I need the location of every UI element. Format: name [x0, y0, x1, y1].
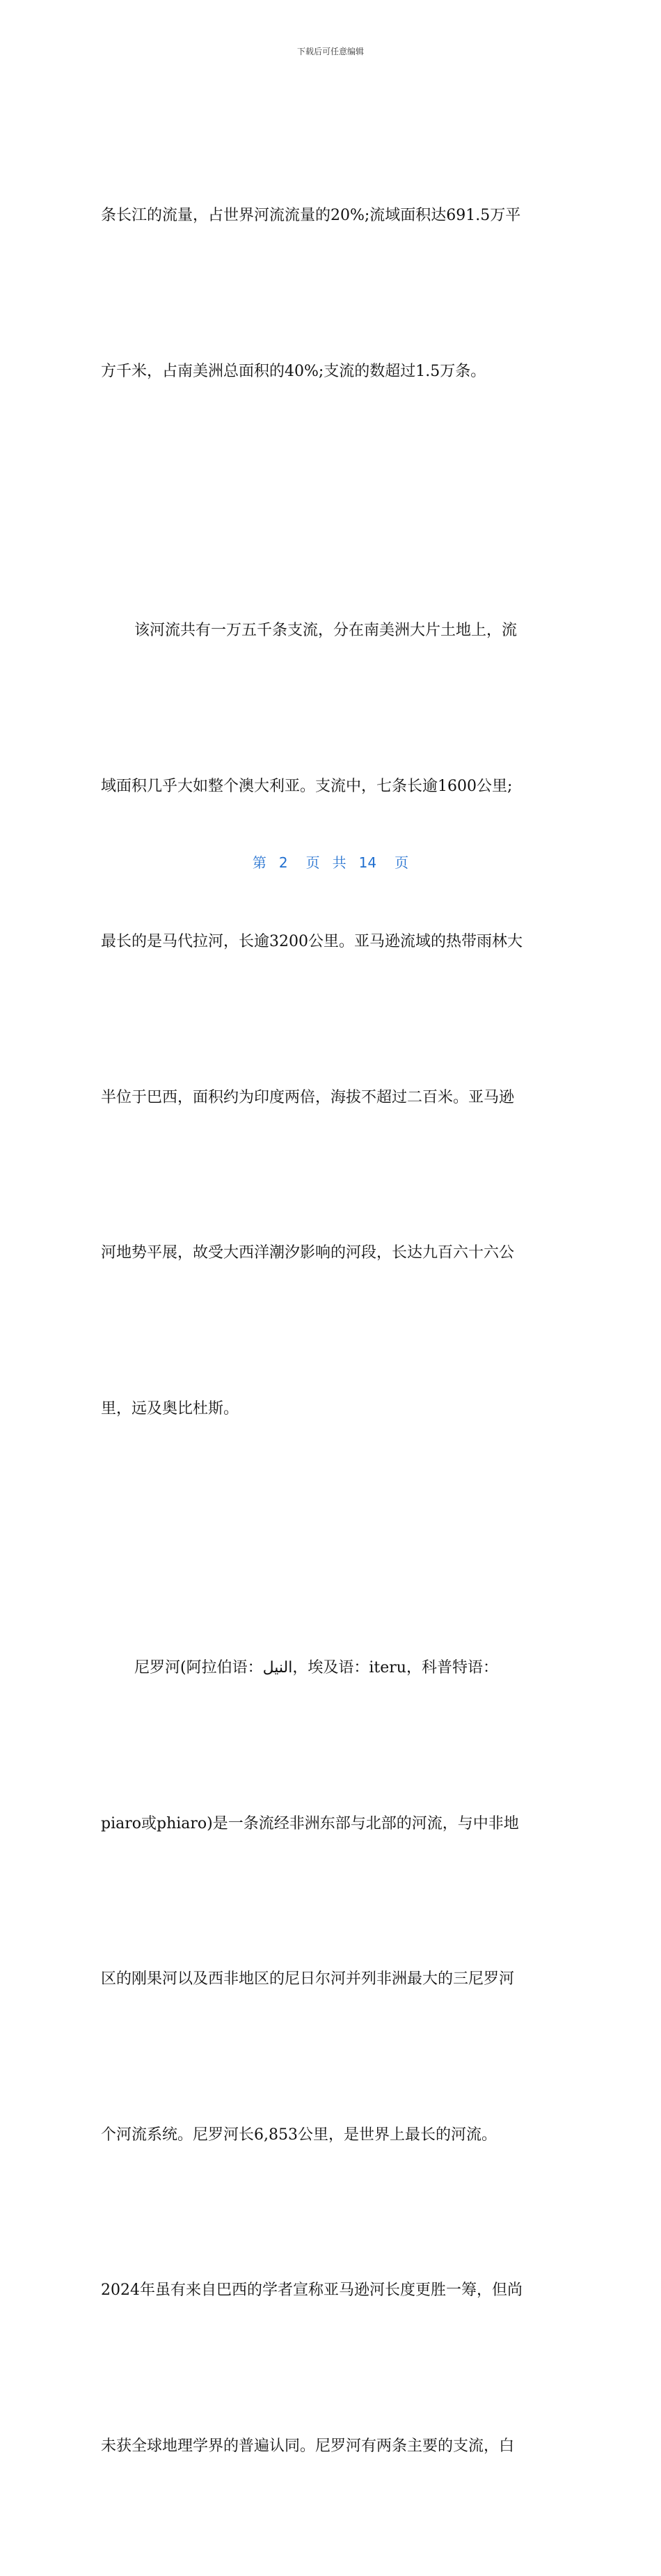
- footer-total-pages: 14: [358, 854, 377, 871]
- paragraph-line: piaro或phiaro)是一条流经非洲东部与北部的河流，与中非地: [101, 1814, 519, 1832]
- document-body: [101, 86, 560, 2576]
- paragraph-line: 2024年虽有来自巴西的学者宣称亚马逊河长度更胜一筹，但尚: [101, 2282, 523, 2299]
- footer-total-word: 共: [332, 854, 347, 871]
- footer-page-word: 第: [252, 854, 266, 871]
- page-footer: [0, 854, 661, 872]
- header-text: 下载后可任意编辑: [296, 47, 364, 56]
- paragraph-line: 条长江的流量，占世界河流流量的20%;流域面积达691.5万平: [101, 207, 521, 224]
- paragraph-line: 里，远及奥比杜斯。: [101, 1399, 239, 1417]
- paragraph-line: 未获全球地理学界的普遍认同。尼罗河有两条主要的支流，白: [101, 2437, 515, 2455]
- page-header: [0, 46, 661, 57]
- paragraph-3: [101, 1539, 560, 2576]
- paragraph-line: 方千米，占南美洲总面积的40%;支流的数超过1.5万条。: [101, 362, 486, 380]
- paragraph-line: 区的刚果河以及西非地区的尼日尔河并列非洲最大的三尼罗河: [101, 1970, 515, 1988]
- paragraph-line: 个河流系统。尼罗河长6,853公里，是世界上最长的河流。: [101, 2126, 497, 2144]
- footer-page-unit-end: 页: [395, 854, 409, 871]
- paragraph-1: [101, 86, 560, 501]
- paragraph-line: 该河流共有一万五千条支流，分在南美洲大片土地上，流: [134, 622, 518, 639]
- paragraph-2: [101, 501, 560, 1539]
- footer-current-page: 2: [278, 854, 288, 871]
- paragraph-line: 域面积几乎大如整个澳大利亚。支流中，七条长逾1600公里;: [101, 777, 513, 795]
- paragraph-line: 半位于巴西，面积约为印度两倍，海拔不超过二百米。亚马逊: [101, 1088, 515, 1106]
- footer-page-unit: 页: [305, 854, 320, 871]
- paragraph-line: 尼罗河(阿拉伯语：النيل，埃及语：iteru，科普特语：: [134, 1659, 498, 1676]
- paragraph-line: 最长的是马代拉河，长逾3200公里。亚马逊流域的热带雨林大: [101, 933, 523, 950]
- paragraph-line: 河地势平展，故受大西洋潮汐影响的河段，长达九百六十六公: [101, 1244, 515, 1262]
